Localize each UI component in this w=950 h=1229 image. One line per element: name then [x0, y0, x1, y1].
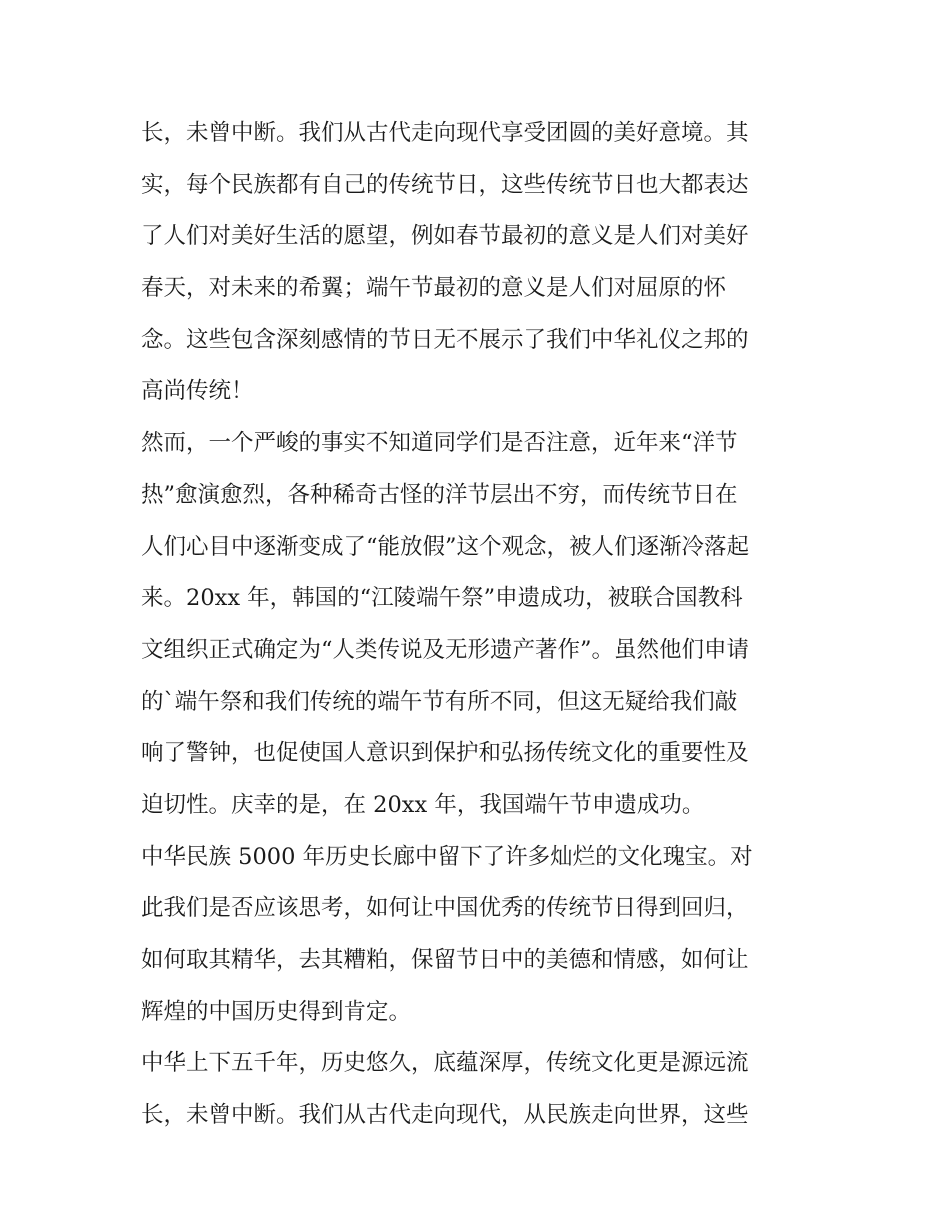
text-line: 然而，一个严峻的事实不知道同学们是否注意，近年来“洋节 [141, 430, 738, 457]
text-line: 长，未曾中断。我们从古代走向现代享受团圆的美好意境。其 [141, 120, 749, 146]
text-line: 响了警钟，也促使国人意识到保护和弘扬传统文化的重要性及 [141, 740, 749, 767]
text-line: 热”愈演愈烈，各种稀奇古怪的洋节层出不穷，而传统节日在 [141, 481, 738, 508]
text-line: 的`端午祭和我们传统的端午节有所不同，但这无疑给我们敲 [141, 688, 738, 715]
text-line: 春天，对未来的希翼；端午节最初的意义是人们对屈原的怀 [141, 275, 727, 302]
text-line: 中华上下五千年，历史悠久，底蕴深厚，传统文化更是源远流 [141, 1050, 749, 1077]
text-line: 迫切性。庆幸的是，在 20xx 年，我国端午节申遗成功。 [141, 791, 705, 818]
text-line: 了人们对美好生活的愿望，例如春节最初的意义是人们对美好 [141, 223, 749, 250]
text-line: 来。20xx 年，韩国的“江陵端午祭”申遗成功，被联合国教科 [141, 585, 743, 612]
text-line: 实，每个民族都有自己的传统节日，这些传统节日也大都表达 [141, 171, 749, 198]
text-line: 辉煌的中国历史得到肯定。 [141, 998, 412, 1025]
text-line: 如何取其精华，去其糟粕，保留节日中的美德和情感，如何让 [141, 947, 749, 973]
text-line: 长，未曾中断。我们从古代走向现代，从民族走向世界，这些 [141, 1102, 749, 1129]
text-line: 高尚传统！ [141, 378, 254, 405]
text-line: 此我们是否应该思考，如何让中国优秀的传统节日得到回归， [141, 895, 749, 922]
text-line: 念。这些包含深刻感情的节日无不展示了我们中华礼仪之邦的 [141, 326, 749, 353]
text-line: 中华民族 5000 年历史长廊中留下了许多灿烂的文化瑰宝。对 [141, 843, 753, 870]
text-line: 人们心目中逐渐变成了“能放假”这个观念，被人们逐渐冷落起 [141, 533, 750, 560]
text-line: 文组织正式确定为“人类传说及无形遗产著作”。虽然他们申请 [141, 636, 750, 663]
document-body [141, 108, 821, 1142]
